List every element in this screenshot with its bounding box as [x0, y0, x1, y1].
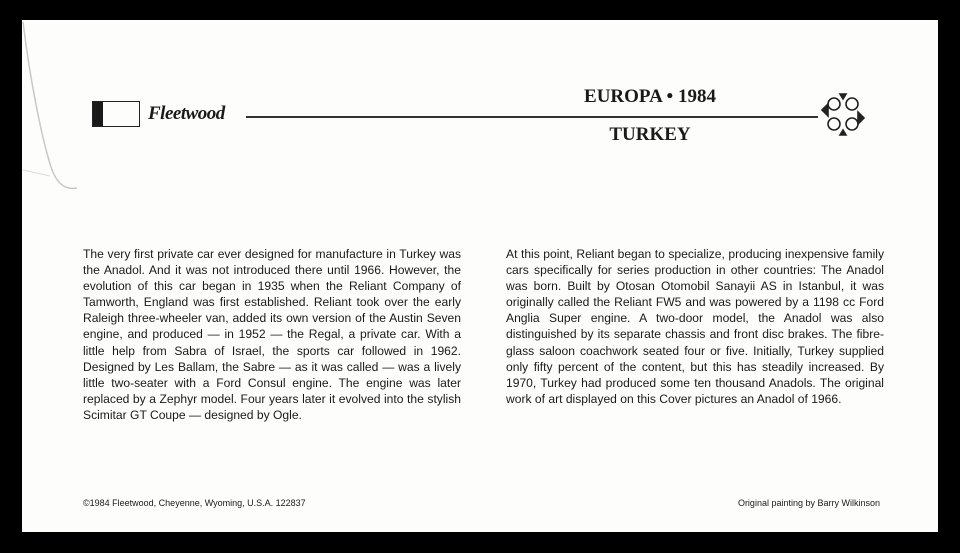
body-text-left: The very first private car ever designed for manufacture in Turkey was the Anadol. And it was not introduced there until 1966. However, the evolution of this car began in 1935 when the Reliant Company of Tamworth, England was first established. Reliant took over the early Raleigh three-wheeler van, added its own version of the Austin Seven engine, and produced — in 1952 — the Regal, a private car. With a little help from Sabra of Israel, the sports car followed in 1962. Designed by Les Ballam, the Sabre — as it was called — was a lively little two-seater with a Ford Consul engine. The engine was later replaced by a Zephyr model. Four years later it evolved into the stylish Scimitar GT Coupe — designed by Ogle.	[83, 247, 461, 422]
copyright-text: ©1984 Fleetwood, Cheyenne, Wyoming, U.S.A. 122837	[83, 498, 306, 508]
envelope-back	[22, 20, 938, 532]
page-title: EUROPA • 1984	[584, 86, 716, 107]
europa-emblem-icon	[818, 90, 870, 140]
logo-text: Fleetwood	[148, 103, 225, 124]
body-text-right: At this point, Reliant began to specialize, producing inexpensive family cars specifically for series production in other countries: The Anadol was born. Built by Otosan Otomobil Sanayii AS in Istanbul, it was originally called the Reliant FW5 and was powered by a 1198 cc Ford Anglia Super engine. A two-door model, the Anadol was also distinguished by its separate chassis and front disc brakes. The fibre-glass saloon coachwork seated four or five. Initially, Turkey supplied only fifty percent of the content, but this has steadily increased. By 1970, Turkey had produced some ten thousand Anadols. The original work of art displayed on this Cover pictures an Anadol of 1966.	[506, 247, 884, 406]
header-rule	[246, 116, 818, 118]
logo-box-icon	[92, 101, 140, 127]
painting-credit: Original painting by Barry Wilkinson	[737, 498, 880, 508]
page-subtitle: TURKEY	[609, 124, 691, 145]
fleetwood-logo	[92, 101, 225, 127]
